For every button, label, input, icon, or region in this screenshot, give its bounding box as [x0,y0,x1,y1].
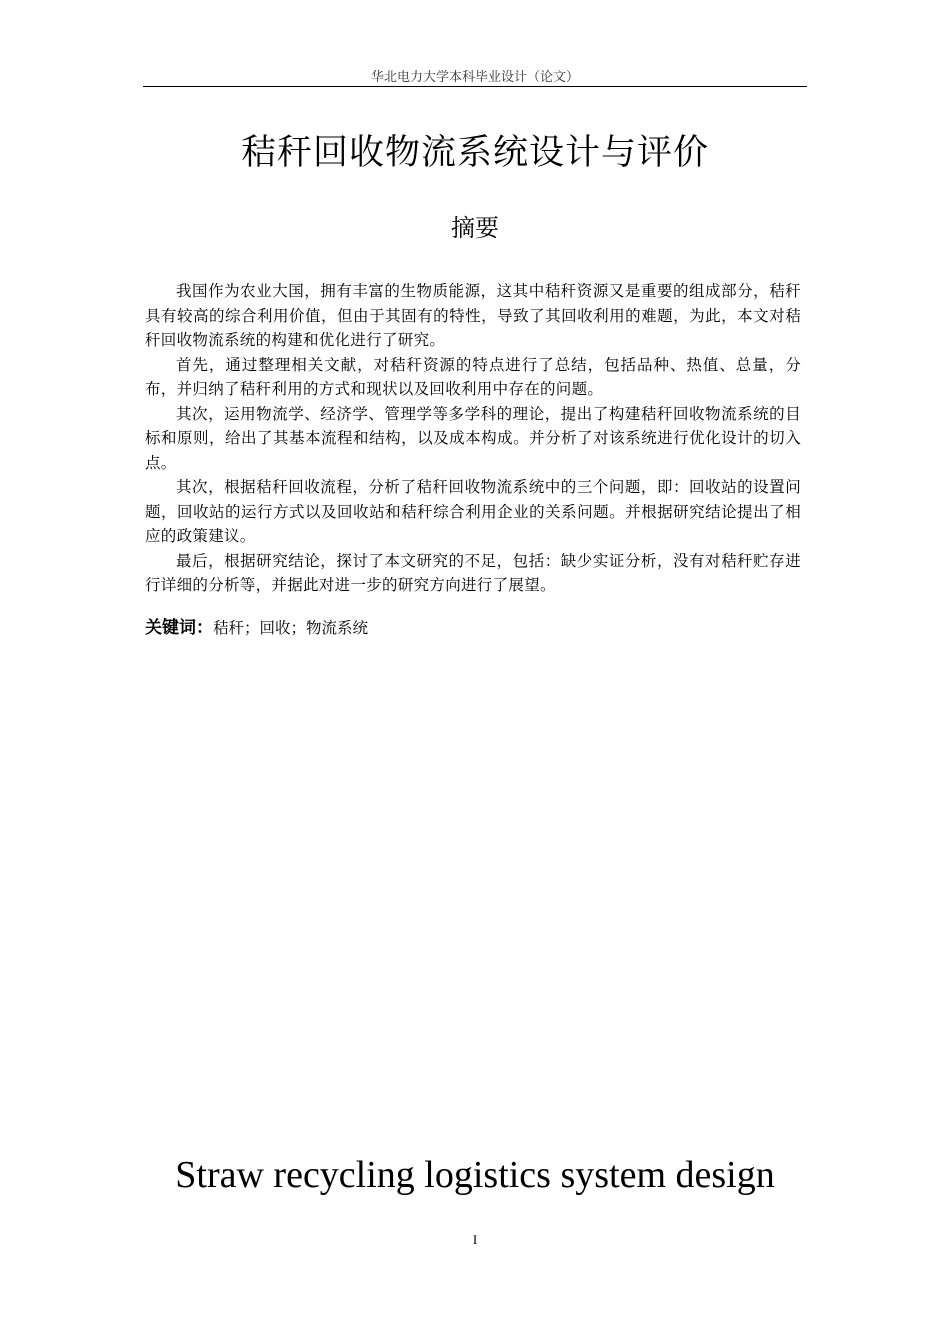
running-header: 华北电力大学本科毕业设计（论文） [370,70,579,85]
abstract-paragraph: 其次，运用物流学、经济学、管理学等多学科的理论，提出了构建秸秆回收物流系统的目标和原则，给出了其基本流程和结构，以及成本构成。并分析了对该系统进行优化设计的切入点。 [145,404,801,472]
header-rule [143,86,807,87]
keywords-line [145,614,801,642]
abstract-paragraph: 最后，根据研究结论，探讨了本文研究的不足，包括：缺少实证分析，没有对秸秆贮存进行详细的分析等，并据此对进一步的研究方向进行了展望。 [145,551,801,594]
abstract-body [145,279,801,598]
page-number: I [472,1232,478,1247]
abstract-paragraph: 其次，根据秸秆回收流程，分析了秸秆回收物流系统中的三个问题，即：回收站的设置问题，回收站的运行方式以及回收站和秸秆综合利用企业的关系问题。并根据研究结论提出了相应的政策建议。 [145,478,801,545]
english-title: Straw recycling logistics system design [175,1154,775,1196]
document-title: 秸秆回收物流系统设计与评价 [240,133,709,173]
abstract-paragraph: 我国作为农业大国，拥有丰富的生物质能源，这其中秸秆资源又是重要的组成部分，秸秆具有较高的综合利用价值，但由于其固有的特性，导致了其回收利用的难题，为此，本文对秸秆回收物流系统的构建和优化进行了研究。 [145,282,801,349]
abstract-paragraph: 首先，通过整理相关文献，对秸秆资源的特点进行了总结，包括品种、热值、总量，分布，并归纳了秸秆利用的方式和现状以及回收利用中存在的问题。 [145,355,801,398]
keywords-label: 关键词： [145,618,213,638]
abstract-heading: 摘要 [451,214,499,242]
keywords-value: 秸秆；回收；物流系统 [213,619,369,637]
